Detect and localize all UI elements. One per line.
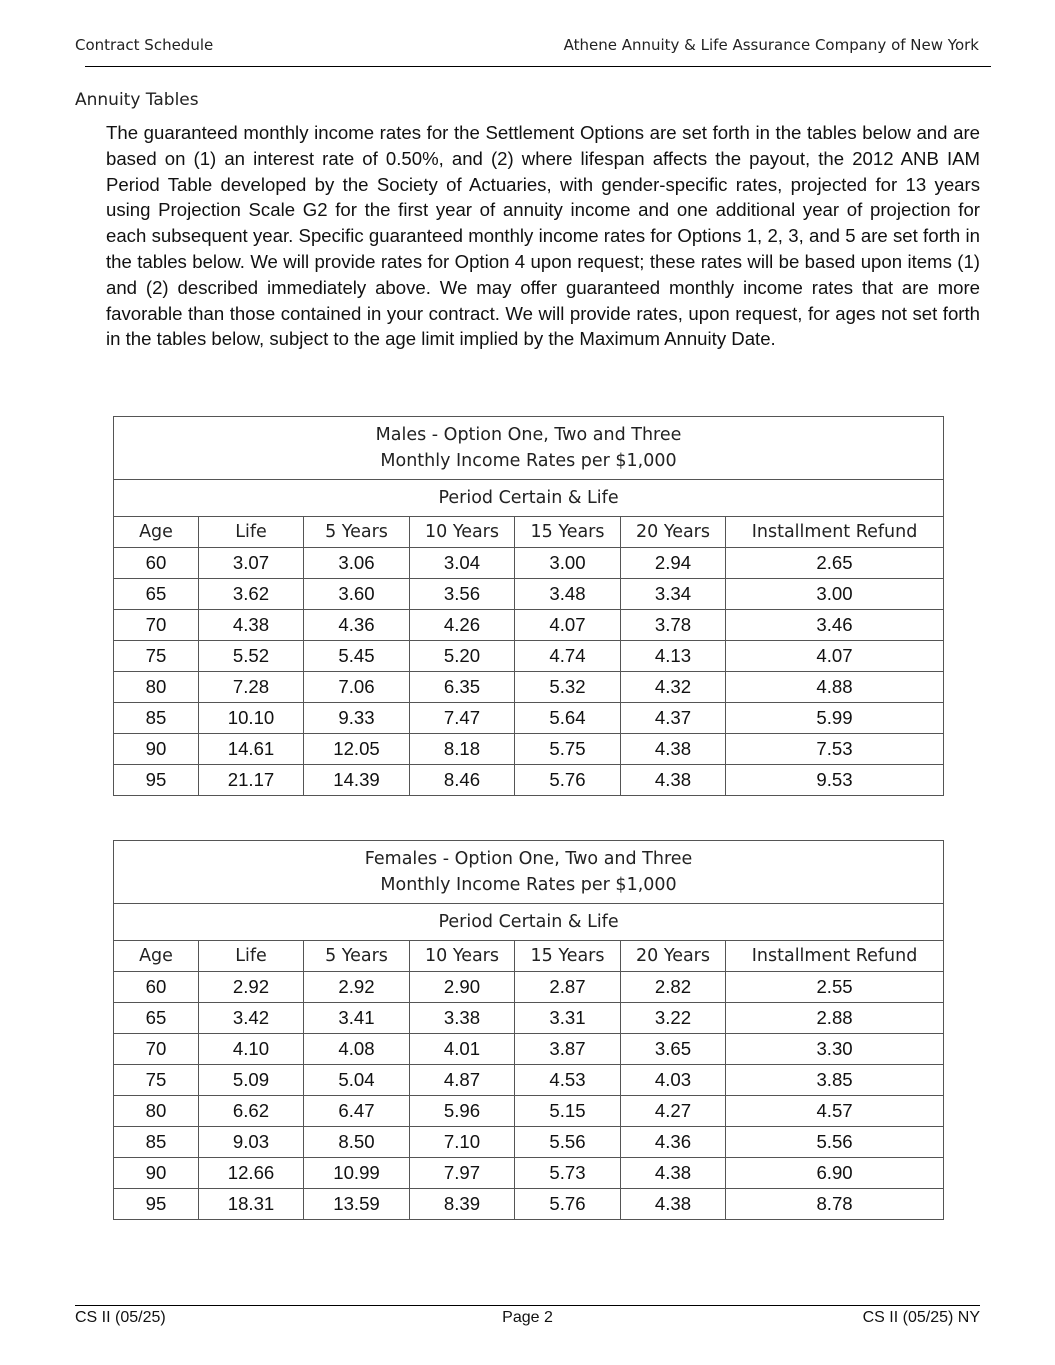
rate-cell: 12.05 (304, 734, 410, 765)
column-header: 15 Years (515, 517, 621, 548)
table-row (114, 734, 944, 765)
rate-cell: 5.99 (726, 703, 944, 734)
rate-cell: 21.17 (199, 765, 304, 796)
rate-cell: 3.65 (621, 1034, 726, 1065)
rate-cell: 4.53 (515, 1065, 621, 1096)
rate-cell: 5.75 (515, 734, 621, 765)
age-cell: 60 (114, 972, 199, 1003)
age-cell: 90 (114, 1158, 199, 1189)
column-header: Age (114, 941, 199, 972)
age-cell: 70 (114, 610, 199, 641)
rate-cell: 3.87 (515, 1034, 621, 1065)
column-header: 5 Years (304, 517, 410, 548)
rate-cell: 7.53 (726, 734, 944, 765)
rate-cell: 4.36 (304, 610, 410, 641)
rate-cell: 5.76 (515, 765, 621, 796)
rate-cell: 3.46 (726, 610, 944, 641)
column-header-row (114, 517, 944, 548)
footer-form-number: CS II (05/25) (75, 1309, 166, 1326)
rate-cell: 4.38 (621, 1189, 726, 1220)
age-cell: 70 (114, 1034, 199, 1065)
rate-cell: 4.38 (621, 734, 726, 765)
rate-cell: 14.61 (199, 734, 304, 765)
rate-cell: 6.62 (199, 1096, 304, 1127)
table-row (114, 1096, 944, 1127)
rate-cell: 3.31 (515, 1003, 621, 1034)
rate-cell: 2.87 (515, 972, 621, 1003)
rate-cell: 5.09 (199, 1065, 304, 1096)
age-cell: 85 (114, 1127, 199, 1158)
rate-cell: 5.76 (515, 1189, 621, 1220)
table-row (114, 610, 944, 641)
footer-form-number-ny: CS II (05/25) NY (862, 1309, 980, 1326)
age-cell: 90 (114, 734, 199, 765)
age-cell: 85 (114, 703, 199, 734)
column-header: 20 Years (621, 517, 726, 548)
age-cell: 65 (114, 1003, 199, 1034)
rate-cell: 4.87 (410, 1065, 515, 1096)
rate-cell: 2.55 (726, 972, 944, 1003)
table-row (114, 548, 944, 579)
column-header: 15 Years (515, 941, 621, 972)
rate-cell: 4.32 (621, 672, 726, 703)
rate-cell: 4.13 (621, 641, 726, 672)
rate-cell: 9.03 (199, 1127, 304, 1158)
rate-cell: 3.38 (410, 1003, 515, 1034)
table-title-line2: Monthly Income Rates per $1,000 (380, 875, 677, 895)
header-company-name: Athene Annuity & Life Assurance Company of New York (563, 36, 979, 54)
column-header: 10 Years (410, 517, 515, 548)
rate-cell: 3.04 (410, 548, 515, 579)
rate-cell: 3.48 (515, 579, 621, 610)
rate-cell: 7.06 (304, 672, 410, 703)
table-row (114, 1127, 944, 1158)
rate-cell: 4.10 (199, 1034, 304, 1065)
rate-cell: 4.03 (621, 1065, 726, 1096)
table-row (114, 579, 944, 610)
rate-cell: 3.41 (304, 1003, 410, 1034)
footer-page-number: Page 2 (502, 1309, 553, 1326)
period-certain-label: Period Certain & Life (114, 904, 944, 941)
rate-cell: 3.00 (726, 579, 944, 610)
table-title (114, 417, 944, 480)
rate-cell: 6.47 (304, 1096, 410, 1127)
rate-cell: 2.82 (621, 972, 726, 1003)
column-header: 10 Years (410, 941, 515, 972)
table-row (114, 1034, 944, 1065)
rate-cell: 4.57 (726, 1096, 944, 1127)
rate-cell: 5.52 (199, 641, 304, 672)
column-header: Installment Refund (726, 517, 944, 548)
rate-cell: 14.39 (304, 765, 410, 796)
column-header-row (114, 941, 944, 972)
rate-cell: 3.34 (621, 579, 726, 610)
age-cell: 80 (114, 672, 199, 703)
rate-cell: 4.38 (621, 1158, 726, 1189)
age-cell: 95 (114, 765, 199, 796)
rate-cell: 18.31 (199, 1189, 304, 1220)
table-title-line1: Males - Option One, Two and Three (375, 425, 682, 445)
rate-cell: 4.88 (726, 672, 944, 703)
rate-cell: 7.28 (199, 672, 304, 703)
column-header: Installment Refund (726, 941, 944, 972)
rate-cell: 8.46 (410, 765, 515, 796)
rate-cell: 5.56 (726, 1127, 944, 1158)
age-cell: 65 (114, 579, 199, 610)
rate-cell: 7.47 (410, 703, 515, 734)
rate-cell: 2.94 (621, 548, 726, 579)
rate-cell: 4.74 (515, 641, 621, 672)
rate-cell: 5.20 (410, 641, 515, 672)
rate-cell: 4.26 (410, 610, 515, 641)
table-title-line2: Monthly Income Rates per $1,000 (380, 451, 677, 471)
rate-cell: 3.60 (304, 579, 410, 610)
rate-cell: 10.99 (304, 1158, 410, 1189)
rate-cell: 9.53 (726, 765, 944, 796)
table-row (114, 703, 944, 734)
rate-cell: 3.42 (199, 1003, 304, 1034)
table-body (114, 548, 944, 796)
rate-cell: 4.01 (410, 1034, 515, 1065)
section-body-paragraph: The guaranteed monthly income rates for the Settlement Options are set forth in the tables below and are based on (1) an interest rate of 0.50%, and (2) where lifespan affects the payout, the 2012 ANB IAM Period Table developed by the Society of Actuaries, with gender-specific rates, projected for 13 years using Projection Scale G2 for the first year of annuity income and one additional year of projection for each subsequent year. Specific guaranteed monthly income rates for Options 1, 2, 3, and 5 are set forth in the tables below. We will provide rates for Option 4 upon request; these rates will be based upon items (1) and (2) described immediately above. We may offer guaranteed monthly income rates that are more favorable than those contained in your contract. We will provide rates, upon request, for ages not set forth in the tables below, subject to the age limit implied by the Maximum Annuity Date. (106, 122, 980, 350)
rate-cell: 5.32 (515, 672, 621, 703)
table-row (114, 972, 944, 1003)
rate-cell: 2.88 (726, 1003, 944, 1034)
rate-cell: 3.30 (726, 1034, 944, 1065)
table-row (114, 672, 944, 703)
table-row (114, 1003, 944, 1034)
rate-cell: 5.04 (304, 1065, 410, 1096)
rate-cell: 3.22 (621, 1003, 726, 1034)
rate-cell: 3.00 (515, 548, 621, 579)
period-certain-label: Period Certain & Life (114, 480, 944, 517)
rate-cell: 5.96 (410, 1096, 515, 1127)
rate-cell: 6.35 (410, 672, 515, 703)
age-cell: 95 (114, 1189, 199, 1220)
rate-cell: 2.65 (726, 548, 944, 579)
header-divider (85, 66, 991, 67)
rate-cell: 3.85 (726, 1065, 944, 1096)
rate-cell: 4.07 (515, 610, 621, 641)
rate-cell: 5.15 (515, 1096, 621, 1127)
rate-cell: 8.39 (410, 1189, 515, 1220)
column-header: Life (199, 517, 304, 548)
rate-cell: 8.18 (410, 734, 515, 765)
age-cell: 60 (114, 548, 199, 579)
rate-cell: 2.92 (304, 972, 410, 1003)
rate-cell: 3.56 (410, 579, 515, 610)
column-header: 20 Years (621, 941, 726, 972)
rate-cell: 5.56 (515, 1127, 621, 1158)
rate-cell: 7.10 (410, 1127, 515, 1158)
males-rates-table (113, 416, 944, 796)
rate-cell: 13.59 (304, 1189, 410, 1220)
rate-cell: 4.38 (199, 610, 304, 641)
rate-cell: 2.90 (410, 972, 515, 1003)
rate-cell: 4.07 (726, 641, 944, 672)
column-header: Age (114, 517, 199, 548)
table-body (114, 972, 944, 1220)
table-row (114, 1189, 944, 1220)
rate-cell: 4.08 (304, 1034, 410, 1065)
rate-cell: 10.10 (199, 703, 304, 734)
rate-cell: 5.73 (515, 1158, 621, 1189)
rate-cell: 8.50 (304, 1127, 410, 1158)
rate-cell: 12.66 (199, 1158, 304, 1189)
rate-cell: 4.36 (621, 1127, 726, 1158)
rate-cell: 4.27 (621, 1096, 726, 1127)
rate-cell: 6.90 (726, 1158, 944, 1189)
rate-cell: 4.37 (621, 703, 726, 734)
rate-cell: 7.97 (410, 1158, 515, 1189)
females-rates-table (113, 840, 944, 1220)
age-cell: 80 (114, 1096, 199, 1127)
rate-cell: 3.78 (621, 610, 726, 641)
table-title (114, 841, 944, 904)
table-row (114, 641, 944, 672)
rate-cell: 5.64 (515, 703, 621, 734)
footer-divider (75, 1305, 980, 1306)
rate-cell: 8.78 (726, 1189, 944, 1220)
rate-cell: 4.38 (621, 765, 726, 796)
age-cell: 75 (114, 641, 199, 672)
column-header: Life (199, 941, 304, 972)
table-row (114, 1065, 944, 1096)
age-cell: 75 (114, 1065, 199, 1096)
table-title-line1: Females - Option One, Two and Three (364, 849, 693, 869)
rate-cell: 3.06 (304, 548, 410, 579)
column-header: 5 Years (304, 941, 410, 972)
table-row (114, 765, 944, 796)
rate-cell: 9.33 (304, 703, 410, 734)
section-title: Annuity Tables (75, 90, 199, 110)
rate-cell: 5.45 (304, 641, 410, 672)
table-row (114, 1158, 944, 1189)
rate-cell: 2.92 (199, 972, 304, 1003)
rate-cell: 3.07 (199, 548, 304, 579)
header-contract-schedule: Contract Schedule (75, 36, 214, 54)
rate-cell: 3.62 (199, 579, 304, 610)
